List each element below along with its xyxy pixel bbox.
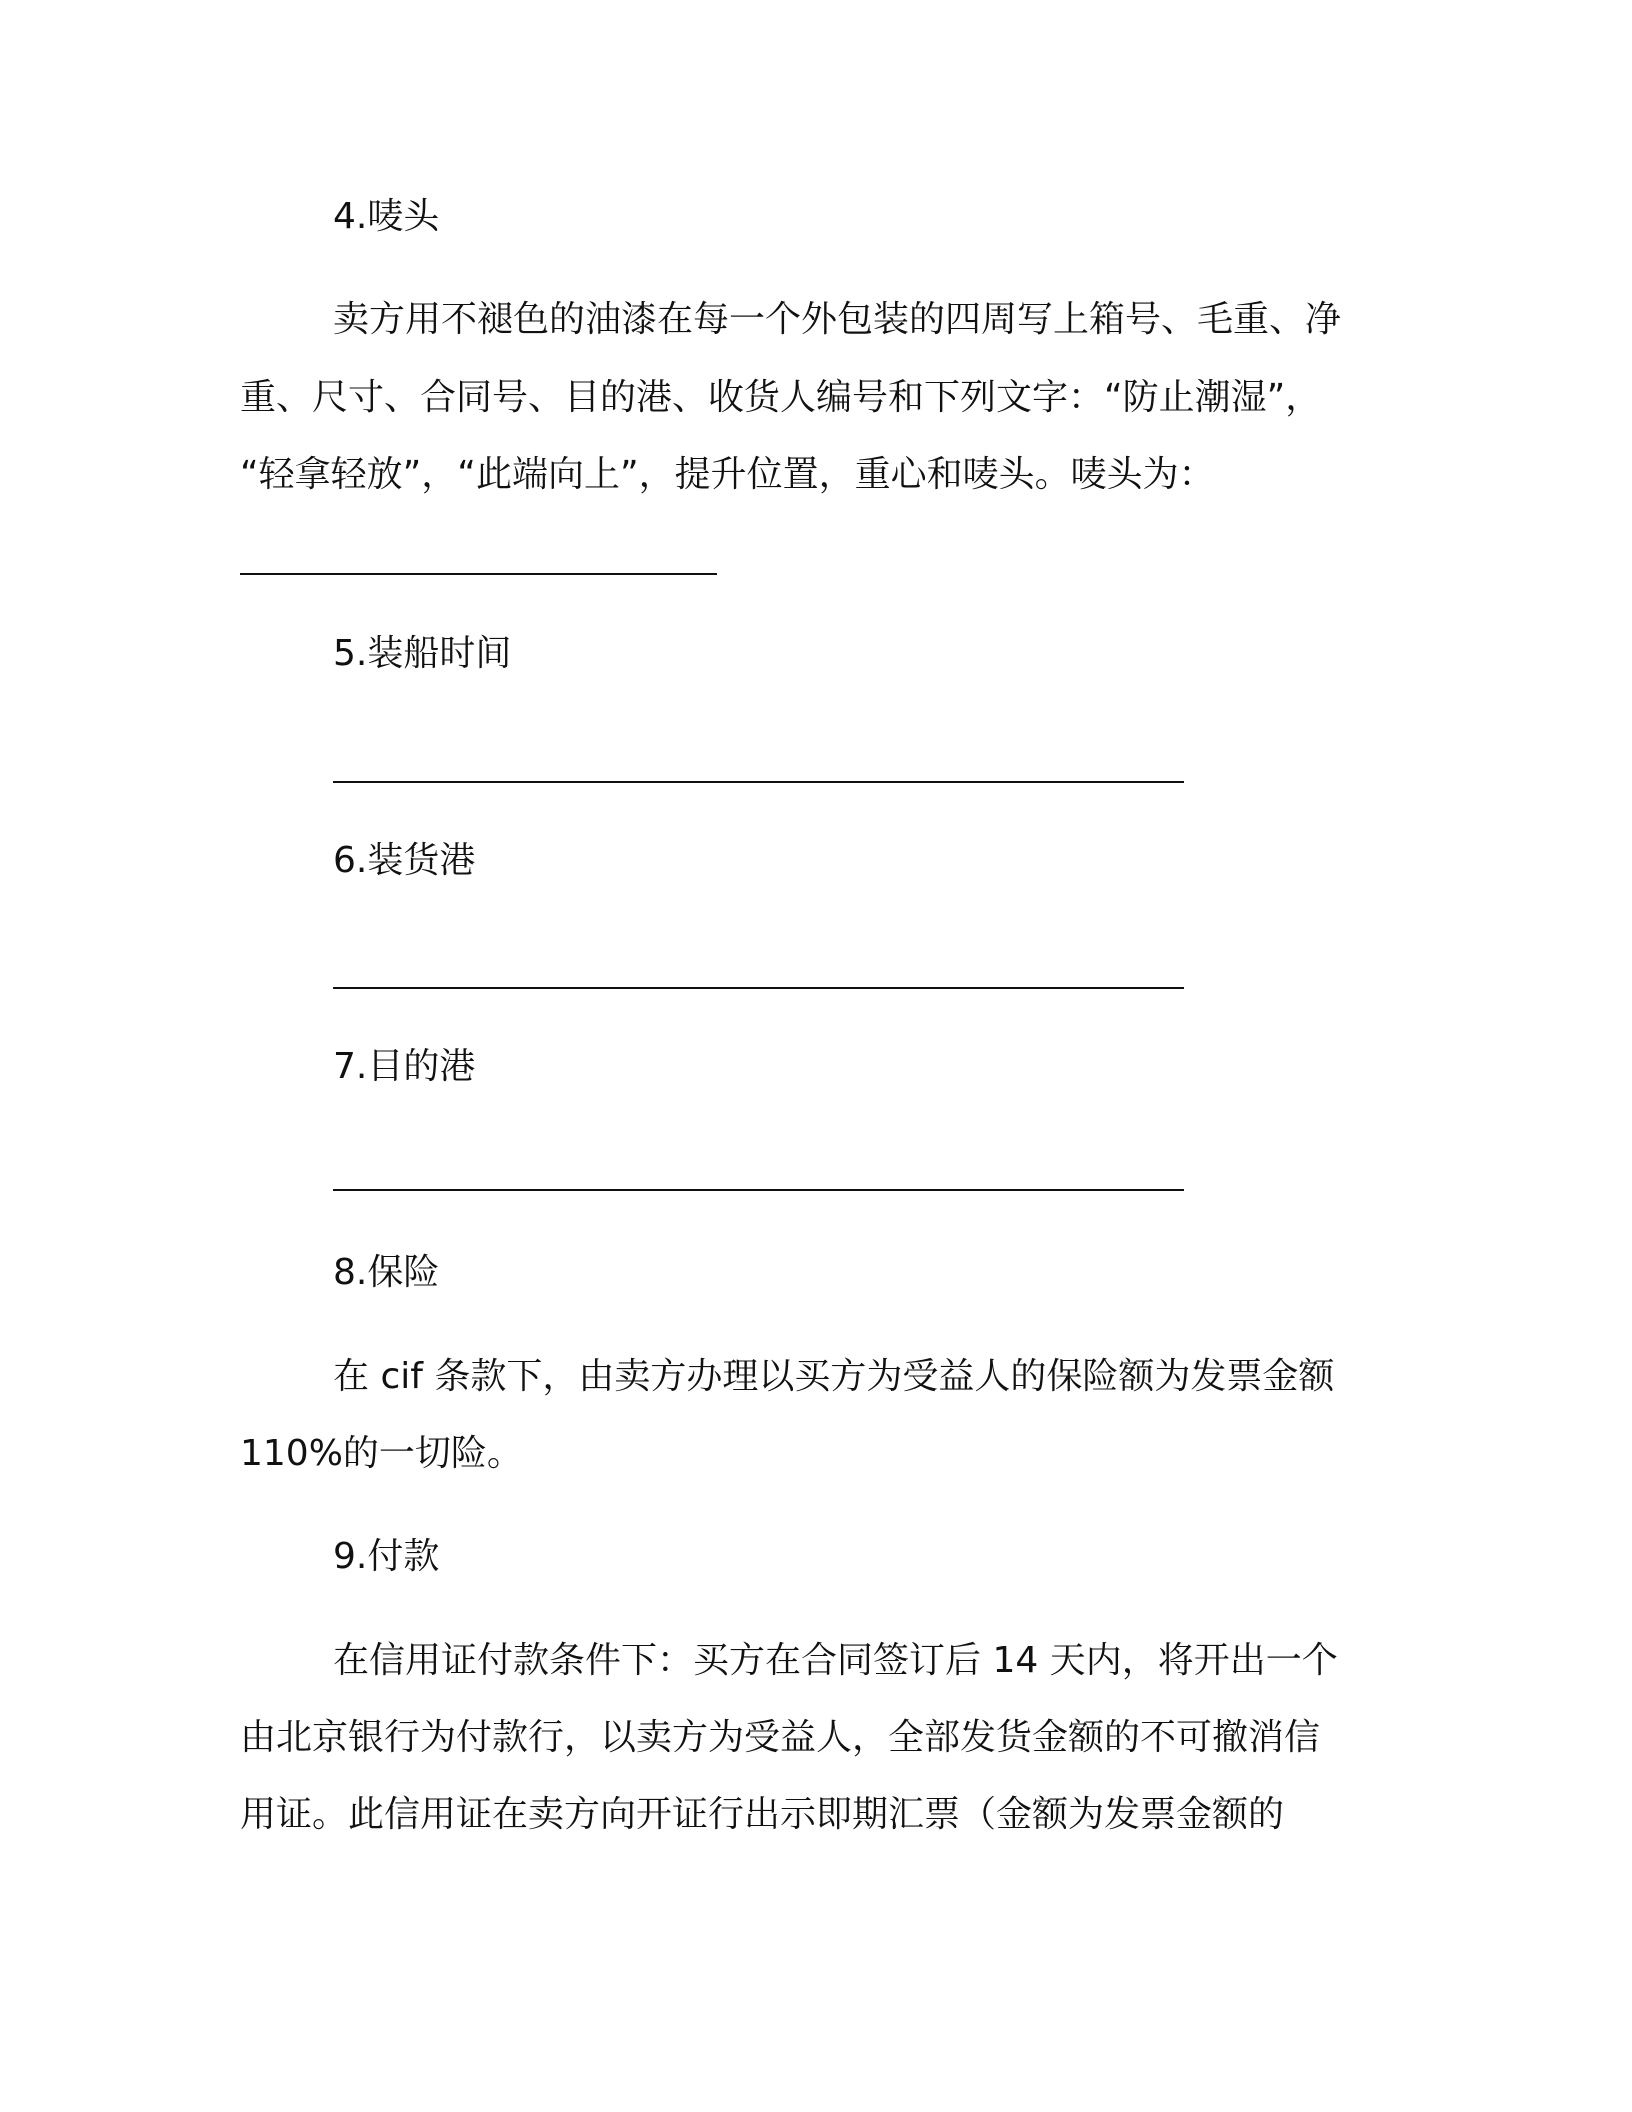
loading-port-blank-line [333, 987, 1184, 989]
paragraph-line: 110%的一切险。 [240, 1433, 523, 1474]
section-heading-payment: 9.付款 [333, 1536, 440, 1577]
marks-blank-line [240, 573, 717, 575]
section-heading-destination-port: 7.目的港 [333, 1046, 476, 1087]
section-heading-insurance: 8.保险 [333, 1252, 440, 1293]
section-heading-marks: 4.唛头 [333, 196, 440, 237]
shipment-time-blank-line [333, 781, 1184, 783]
paragraph-line: “轻拿轻放”，“此端向上”，提升位置，重心和唛头。唛头为： [240, 454, 1215, 495]
paragraph-line: 用证。此信用证在卖方向开证行出示即期汇票（金额为发票金额的 [240, 1794, 1285, 1835]
paragraph-line: 在信用证付款条件下：买方在合同签订后 14 天内，将开出一个 [333, 1640, 1338, 1681]
paragraph-line: 由北京银行为付款行，以卖方为受益人，全部发货金额的不可撤消信 [240, 1717, 1321, 1758]
section-heading-loading-port: 6.装货港 [333, 840, 476, 881]
paragraph-line: 在 cif 条款下，由卖方办理以买方为受益人的保险额为发票金额 [333, 1356, 1335, 1397]
paragraph-line: 重、尺寸、合同号、目的港、收货人编号和下列文字：“防止潮湿”， [240, 377, 1322, 418]
section-heading-shipment-time: 5.装船时间 [333, 633, 512, 674]
paragraph-line: 卖方用不褪色的油漆在每一个外包装的四周写上箱号、毛重、净 [333, 299, 1342, 340]
destination-port-blank-line [333, 1189, 1184, 1191]
